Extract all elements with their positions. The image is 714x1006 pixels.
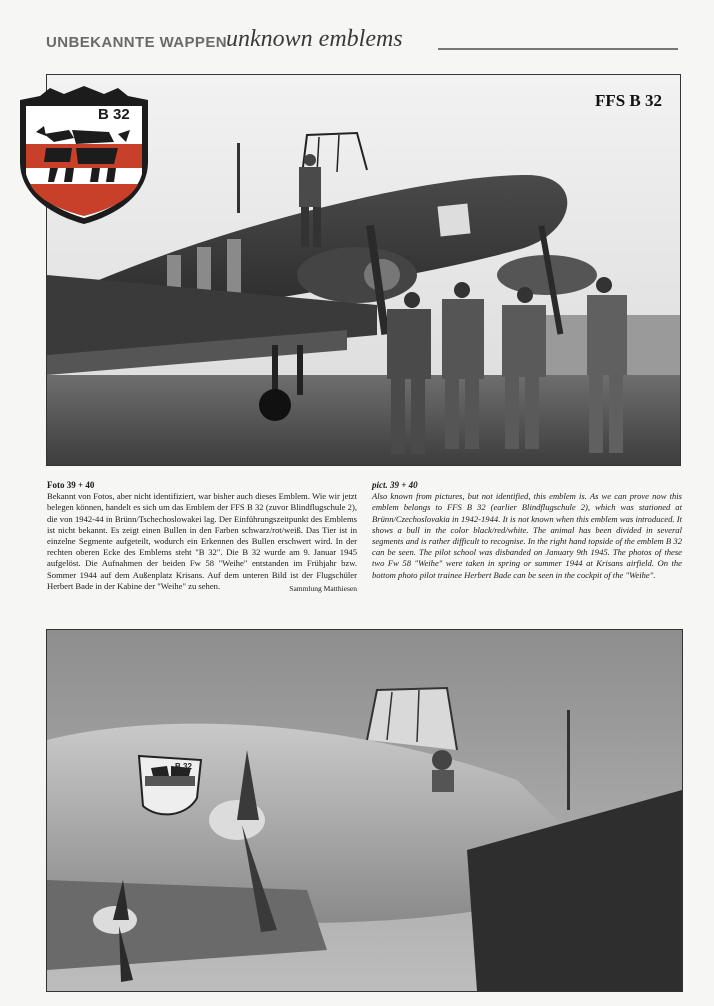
caption-german-title: Foto 39 + 40 xyxy=(47,480,95,490)
unit-label: FFS B 32 xyxy=(594,91,662,110)
caption-english-title: pict. 39 + 40 xyxy=(372,480,418,490)
header-german-title: UNBEKANNTE WAPPEN xyxy=(46,34,227,51)
page-header xyxy=(46,28,686,58)
header-english-title: unknown emblems xyxy=(226,26,403,52)
bottom-photo xyxy=(46,629,683,992)
caption-german-text: Bekannt von Fotos, aber nicht identifiziert, war bisher auch dieses Emblem. Wie wir jetzt belegen können, handelt es sich um das Emblem der FFS B 32 (zuvor Blindflugschule 2), die von 1942-44 in Brünn/Tschechoslowakei lag. Der Einführungszeitpunkt des Emblems ist nicht bekannt. Es zeigt einen Bullen in den Farben schwarz/rot/weiß. Das Tier ist in einzelne Segmente aufgeteilt, wodurch ein Erkennen des Bullen erschwert wird. In der rechten oberen Ecke des Emblems steht "B 32". Die B 32 wurde am 9. Januar 1945 aufgelöst. Die Aufnahmen der beiden Fw 58 "Weihe" entstanden im Frühjahr bzw. Sommer 1944 auf dem Außenplatz Krisans. Auf dem unteren Bild ist der Flugschüler Herbert Bade in der Kabine der "Weihe" zu sehen. xyxy=(47,491,357,591)
caption-german xyxy=(47,480,357,592)
bottom-emblem-text: B 32 xyxy=(175,762,192,771)
shield-icon xyxy=(14,86,154,226)
header-rule xyxy=(438,48,678,50)
caption-english xyxy=(372,480,682,581)
squadron-emblem xyxy=(14,86,154,226)
photo-credit: Sammlung Matthiesen xyxy=(289,583,357,593)
bottom-photo-image xyxy=(47,630,682,991)
emblem-text: B 32 xyxy=(98,106,130,123)
caption-english-text: Also known from pictures, but not identified, this emblem is. As we can prove now this emblem belongs to FFS B 32 (earlier Blindflugschule 2), which was stationed at Brünn/Czechoslovakia in 1942-1944. It is not known when this emblem was introduced. It shows a bull in the color black/red/white. The animal has been divided in several segments and is rather difficult to recognise. In the right hand topside of the emblem B 32 can be seen. The pilot school was disbanded on January 9th 1945. The photos of these two Fw 58 "Weihe" were taken in spring or summer 1944 at Krisans airfield. On the bottom photo pilot trainee Herbert Bade can be seen in the cockpit of the "Weihe". xyxy=(372,491,682,580)
